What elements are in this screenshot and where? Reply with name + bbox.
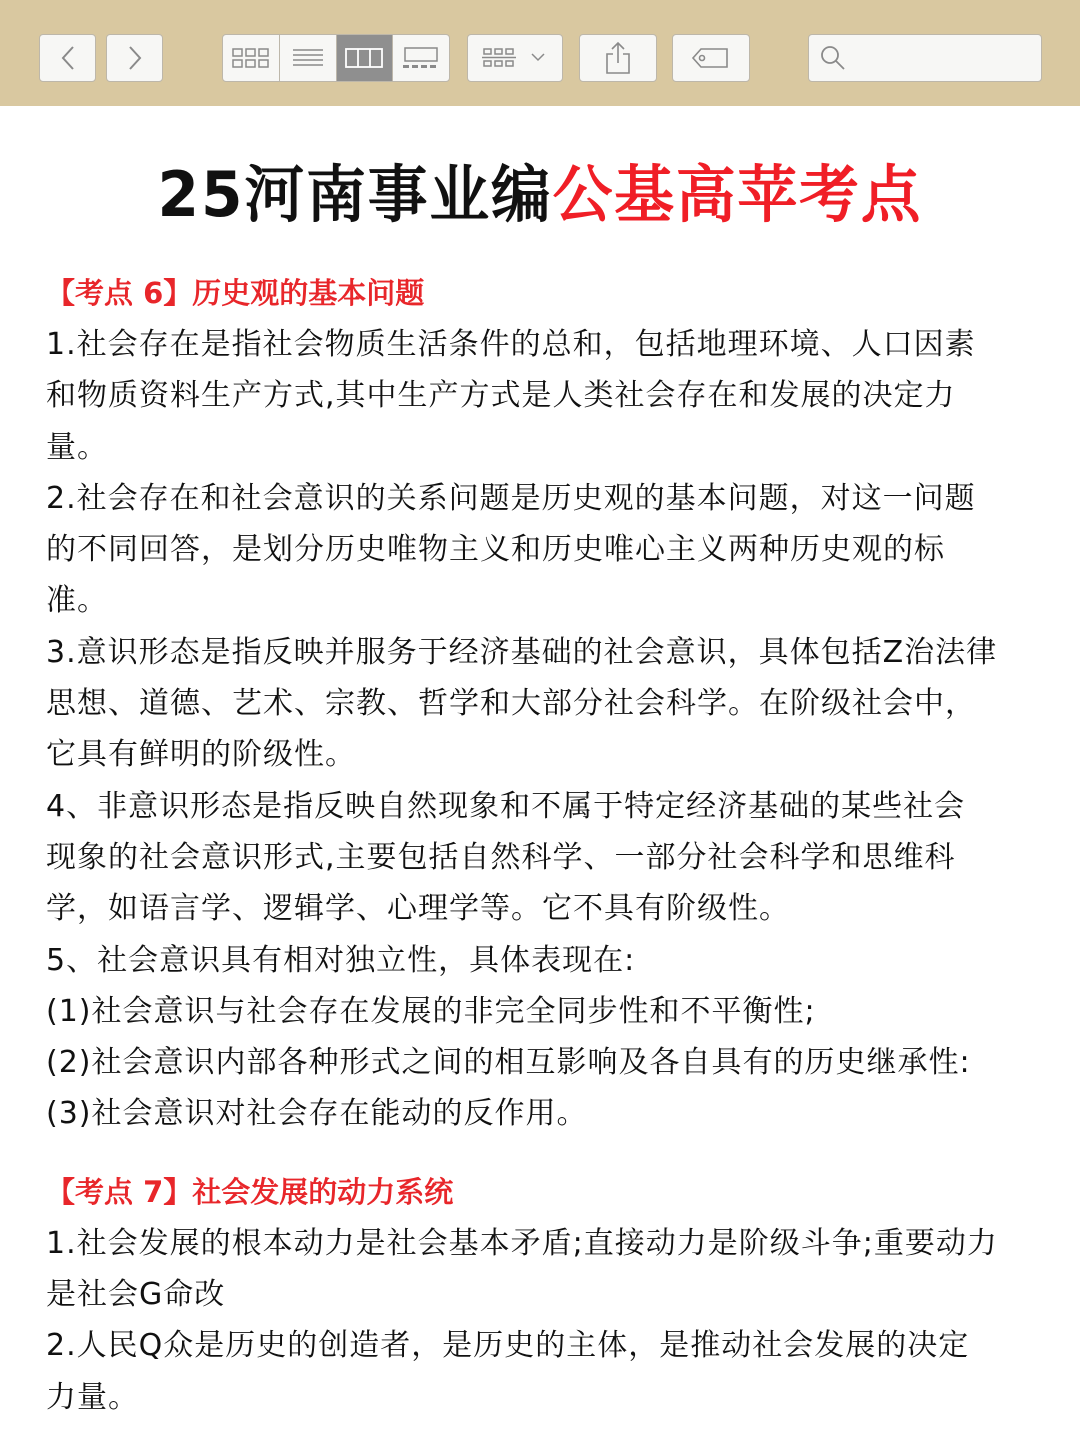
gallery-view-icon	[401, 46, 441, 70]
view-mode-segmented-control	[222, 34, 450, 82]
search-field[interactable]	[808, 34, 1042, 82]
section-heading: 【考点 7】社会发展的动力系统	[46, 1174, 454, 1209]
chevron-left-icon	[59, 45, 77, 71]
page-title	[20, 150, 1060, 240]
text-line: 它具有鲜明的阶级性。	[46, 737, 356, 773]
text-line: 思想、道德、艺术、宗教、哲学和大部分社会科学。在阶级社会中，	[46, 686, 976, 722]
forward-button[interactable]	[106, 34, 163, 82]
section-kaodian-7	[46, 1167, 1042, 1423]
text-line: 力量。	[46, 1379, 139, 1415]
list-view-icon	[291, 47, 325, 69]
text-line: 1.社会存在是指社会物质生活条件的总和，包括地理环境、人口因素	[46, 327, 976, 362]
column-view-button[interactable]	[337, 35, 394, 81]
finder-toolbar	[0, 0, 1080, 106]
text-line: (1)社会意识与社会存在发展的非完全同步性和不平衡性;	[46, 993, 816, 1029]
chevron-right-icon	[126, 45, 144, 71]
text-line: 的不同回答，是划分历史唯物主义和历史唯心主义两种历史观的标	[46, 532, 945, 568]
title-part-red: 公基高苹考点	[552, 158, 923, 231]
text-line: 2.人民Q众是历史的创造者，是历史的主体，是推动社会发展的决定	[46, 1328, 970, 1364]
text-line: 现象的社会意识形式,主要包括自然科学、一部分社会科学和思维科	[46, 839, 956, 875]
document-body	[46, 268, 1042, 1423]
section-kaodian-6	[46, 268, 1042, 1140]
tag-icon	[691, 46, 731, 70]
text-line: 4、非意识形态是指反映自然现象和不属于特定经济基础的某些社会	[46, 788, 966, 824]
share-button[interactable]	[579, 34, 657, 82]
text-line: 和物质资料生产方式,其中生产方式是人类社会存在和发展的决定力	[46, 378, 956, 414]
text-line: 准。	[46, 583, 108, 619]
group-by-button[interactable]	[467, 34, 563, 82]
tag-button[interactable]	[672, 34, 750, 82]
text-line: (3)社会意识对社会存在能动的反作用。	[46, 1096, 588, 1132]
search-input[interactable]	[855, 37, 1080, 79]
text-line: (2)社会意识内部各种形式之间的相互影响及各自具有的历史继承性:	[46, 1045, 971, 1081]
share-icon	[604, 41, 632, 75]
title-part-black: 25河南事业编	[157, 158, 553, 231]
list-view-button[interactable]	[280, 35, 337, 81]
text-line: 3.意识形态是指反映并服务于经济基础的社会意识，具体包括Z治法律	[46, 634, 998, 670]
section-heading: 【考点 6】历史观的基本问题	[46, 276, 425, 310]
column-view-icon	[344, 47, 384, 69]
text-line: 量。	[46, 429, 108, 465]
gallery-view-button[interactable]	[393, 35, 449, 81]
group-by-icon	[480, 46, 550, 70]
back-button[interactable]	[39, 34, 96, 82]
text-line: 是社会G命改	[46, 1277, 226, 1313]
search-icon	[819, 44, 847, 72]
text-line: 5、社会意识具有相对独立性，具体表现在:	[46, 942, 636, 978]
icon-view-button[interactable]	[223, 35, 280, 81]
text-line: 1.社会发展的根本动力是社会基本矛盾;直接动力是阶级斗争;重要动力	[46, 1225, 998, 1261]
icon-view-icon	[231, 46, 271, 70]
text-line: 2.社会存在和社会意识的关系问题是历史观的基本问题，对这一问题	[46, 480, 976, 516]
text-line: 学，如语言学、逻辑学、心理学等。它不具有阶级性。	[46, 891, 790, 927]
